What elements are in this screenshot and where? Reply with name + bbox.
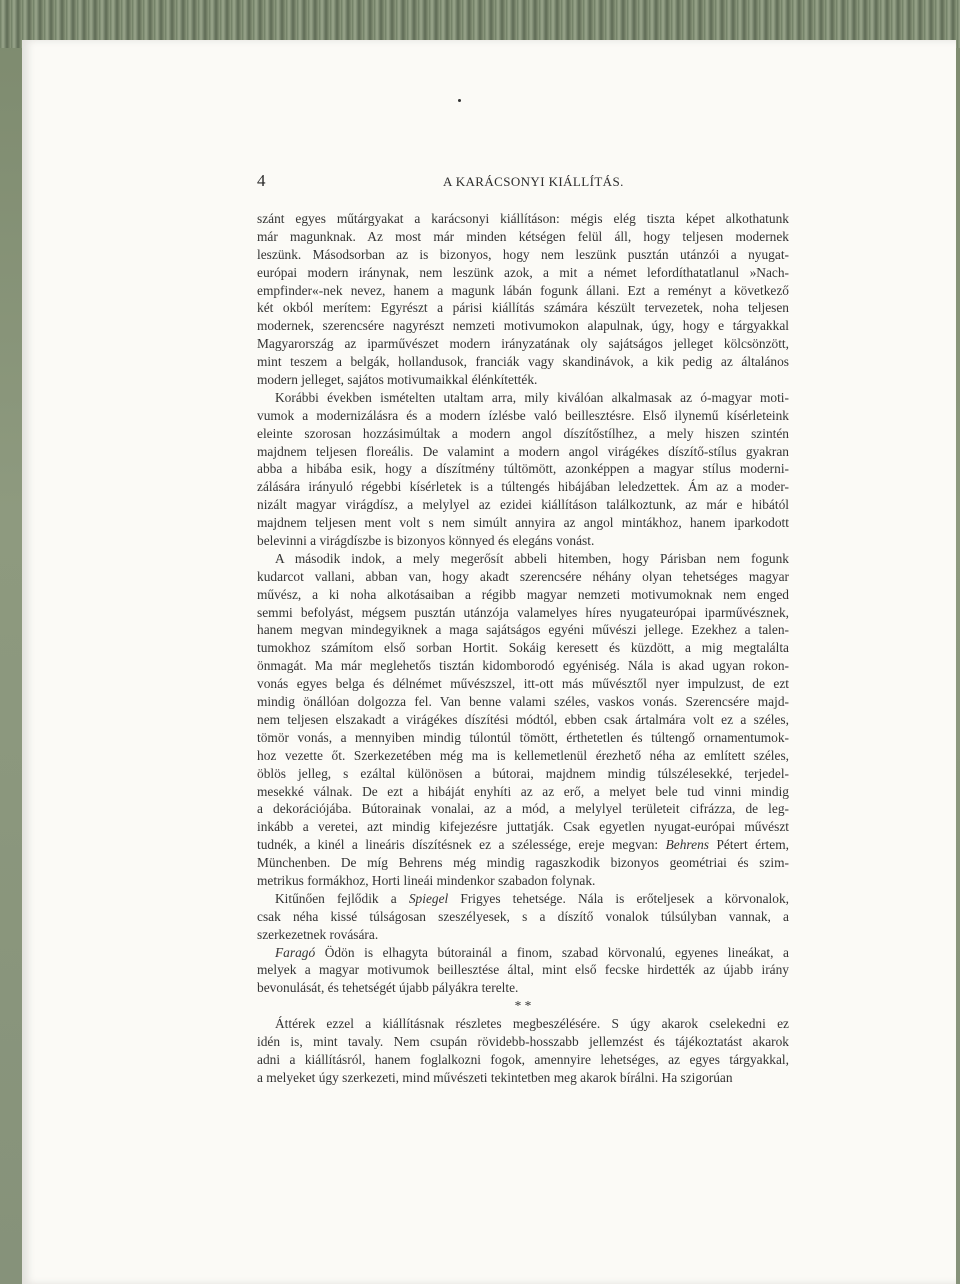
running-head: A KARÁCSONYI KIÁLLÍTÁS. — [443, 174, 624, 189]
text-line: művész, a ki noha alkotásaiban a régibb magyar nemzeti motivumoknak nem enged — [257, 586, 789, 602]
text-line: modernek, szerencsére nagyrészt nemzeti motivumokon alapulnak, úgy, hogy e tárgyakkal — [257, 318, 789, 334]
text-line: európai modern iránynak, nem leszünk azok, a mit a német lefordíthatatlanul »Nach- — [257, 264, 789, 280]
page-header — [257, 171, 789, 195]
text-line: a melyeket úgy szerkezeti, mind művészeti tekintetben meg akarok bírálni. Ha szigorúan — [257, 1069, 733, 1085]
text-line: öblös jelleg, s ezáltal különösen a bútorai, majdnem mindig túlszélesekké, terjedel- — [257, 765, 789, 781]
text-line: tömör vonás, a mennyiben mindig túlontúl tömött, érthetetlen és túltengő ornamentumok- — [257, 729, 789, 745]
text-line: mesekké válnak. De ezt a hibáját enyhíti az az erő, a melyet bele tud vinni mindig — [257, 783, 789, 799]
text-line: inkább a veretei, azt mindig kifejezésre juttatják. Csak egyetlen nyugat-európai művészt — [257, 819, 789, 835]
text-line: melyek a magyar motivumok beillesztése által, mint első fecske hirdették az újabb irány — [257, 962, 789, 978]
text-line: Kitűnően fejlődik a Spiegel Frigyes tehetsége. Nála is erőteljesek a körvonalok, — [275, 890, 789, 906]
text-line: idén is, mint tavaly. Nem csupán rövidebb-hosszabb jellemzést és tájékoztatást akarok — [257, 1033, 789, 1049]
text-line: önmagát. Ma már meglehetős tisztán kidomborodó egyéniség. Nála is akad ugyan rokon- — [257, 658, 789, 674]
text-line: semmi befolyást, mégsem pusztán utánzója valamelyes híres nyugateurópai iparművésznek, — [257, 604, 789, 620]
text-line: tudnék, a kinél a lineáris díszítésnek ez a szélessége, ereje megvan: Behrens Pétert értem, — [257, 837, 789, 853]
text-line: hanem megvan mindegyiknek a maga sajátságos egyéni művészi jellege. Ezekhez a talen- — [257, 622, 789, 638]
text-line: empfinder«-nek nevez, hanem a magunk lábán fogunk állani. Ezt a reményt a következő — [257, 282, 789, 298]
text-line: csak néha kissé túlságosan szeszélyesek, s a díszítő vonalok túlsúlyban vannak, a — [257, 908, 789, 924]
body-text — [257, 210, 789, 1087]
text-line: mint teszem a belgák, hollandusok, franciák vagy skandinávok, a kik pedig az általános — [257, 354, 789, 370]
text-line: vumok a modernizálásra és a modern ízlésbe való beillesztésre. Első ilynemű kísérleteink — [257, 407, 789, 423]
text-line: tumokhoz számítom első sorban Hortit. Sokáig keresett és küzdött, a mig megtalálta — [257, 640, 789, 656]
text-line: zálására irányuló régebbi kísérletek is a túltengés hibájában leledzettek. Ám az a moder- — [257, 479, 789, 495]
page-number: 4 — [257, 171, 266, 190]
text-line: a dekorációjába. Bútorainak vonalai, az a mód, a melylyel területeit cifrázza, de leg- — [257, 801, 789, 817]
text-line: hoz vezette őt. Szerkezetében még ma is kellemetlenül érezhető néha az említett széles, — [257, 747, 789, 763]
text-line: nizált magyar virágdísz, a melylyel az ezidei kiállításon találkoztunk, az már e hibától — [257, 497, 789, 513]
text-line: két okból merítem: Egyrészt a párisi kiállítás számára készült tervezetek, noha teljesen — [257, 300, 789, 316]
text-line: bevonulását, és tehetségét újabb pályákra terelte. — [257, 980, 519, 996]
text-line: szerkezetnek rovására. — [257, 926, 379, 942]
section-separator: * * — [514, 998, 532, 1014]
text-line: modern jelleget, sajátos motivumaikkal élénkítették. — [257, 372, 538, 388]
text-line: majdnem teljesen floreális. De valamint a modern angol virágékes díszítő-stílus gyakran — [257, 443, 789, 459]
text-line: eleinte szorosan hozzásimúltak a modern angol díszítőstílhez, a mely hiszen szintén — [257, 425, 789, 441]
text-line: kudarcot vallani, abban van, hogy akadt szerencsére néhány olyan tehetséges magyar — [257, 568, 789, 584]
text-line: Münchenben. De míg Behrens még mindig ragaszkodik bizonyos geométriai és szim- — [257, 855, 789, 871]
text-line: mindig önállóan dolgozza fel. Van benne valami széles, vaskos vonás. Szerencsére majd- — [257, 694, 789, 710]
text-line: Áttérek ezzel a kiállításnak részletes megbeszélésére. S úgy akarok cselekedni ez — [275, 1016, 789, 1032]
text-line: A második indok, a mely megerősít abbeli hitemben, hogy Párisban nem fogunk — [275, 550, 789, 566]
text-line: belevinni a virágdíszbe is bizonyos könnyed és elegáns vonást. — [257, 533, 595, 549]
text-line: metrikus formákhoz, Horti lineái mindenkor szabadon folynak. — [257, 872, 596, 888]
text-line: adni a kiállításról, hanem foglalkozni fogok, amennyire lehetséges, az egyes tárgyakkal, — [257, 1051, 789, 1067]
text-line: Faragó Ödön is elhagyta bútorainál a finom, szabad körvonalú, egyenes lineákat, a — [275, 944, 789, 960]
text-line: vonás egyes belga és délnémet művészszel, itt-ott más művésztől nyer impulzust, de ezt — [257, 676, 789, 692]
text-line: Korábbi években ismételten utaltam arra, mily kiválóan alkalmasak az ó-magyar moti- — [275, 389, 789, 405]
text-line: leszünk. Másodsorban az is bizonyos, hogy nem leszünk pusztán utánzói a nyugat- — [257, 246, 789, 262]
text-line: nem teljesen elszakadt a virágékes díszítési módtól, ebben csak ártalmára volt ez a széles, — [257, 711, 789, 727]
paper-speck — [458, 99, 461, 102]
text-line: majdnem teljesen ment volt s nem simúlt annyira az angol mintákhoz, hanem iparkodott — [257, 515, 789, 531]
text-line: abba a hibába esik, hogy a díszítmény túltömött, azonképpen a magyar stílus moderni- — [257, 461, 789, 477]
text-line: szánt egyes műtárgyakat a karácsonyi kiállításon: mégis elég tiszta képet alkothatunk — [257, 211, 789, 226]
text-line: már magunknak. Az most már minden kétségen felül áll, hogy teljesen modernek — [257, 228, 789, 244]
text-line: Magyarország az iparművészet modern irányzatának oly sajátságos jelleget kölcsönzött, — [257, 336, 789, 352]
